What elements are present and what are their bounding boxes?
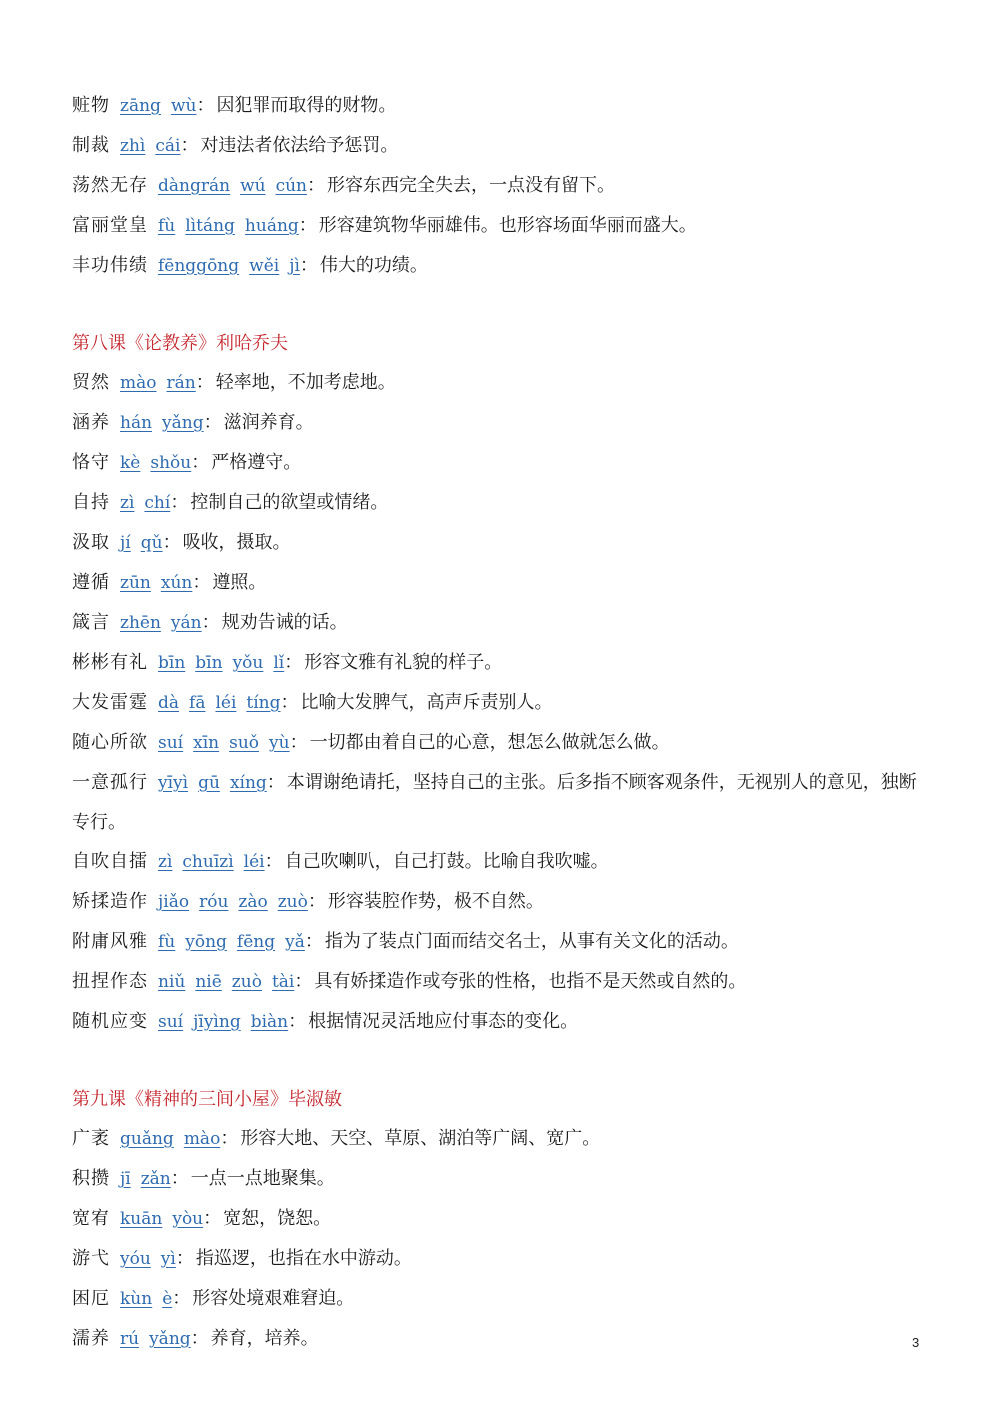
vocab-definition: 严格遵守。: [211, 452, 302, 473]
vocab-pinyin: zhì: [120, 136, 146, 156]
vocab-pinyin: suí: [158, 1012, 184, 1032]
vocab-word: 自吹自擂: [72, 851, 148, 872]
vocab-pinyin: gū: [198, 773, 220, 793]
vocab-definition: 控制自己的欲望或情绪。: [190, 492, 389, 513]
vocab-entry: 游弋 yóu yì： 指巡逻，也指在水中游动。: [72, 1248, 412, 1269]
vocab-definition: 一点一点地聚集。: [190, 1168, 335, 1189]
vocab-pinyin: rú: [120, 1329, 140, 1349]
vocab-pinyin: hán: [120, 413, 153, 433]
vocab-definition: 轻率地，不加考虑地。: [215, 372, 396, 393]
vocab-word: 扭捏作态: [72, 971, 148, 992]
vocab-pinyin: lìtáng: [185, 216, 235, 236]
vocab-word: 富丽堂皇: [72, 215, 148, 236]
vocab-entry: 荡然无存 dàngrán wú cún： 形容东西完全失去，一点没有留下。: [72, 175, 615, 196]
vocab-pinyin: mào: [120, 373, 157, 393]
vocab-entry: 赃物 zāng wù： 因犯罪而取得的财物。: [72, 95, 397, 116]
vocab-pinyin: wěi: [249, 256, 280, 276]
vocab-definition: 比喻大发脾气，高声斥责别人。: [300, 692, 553, 713]
vocab-pinyin: yīyì: [158, 773, 189, 793]
vocab-pinyin: yù: [269, 733, 290, 753]
vocab-word: 附庸风雅: [72, 931, 148, 952]
vocab-pinyin: suí: [158, 733, 184, 753]
vocab-definition: 自己吹喇叭，自己打鼓。比喻自我吹嘘。: [284, 851, 609, 872]
vocab-pinyin: fēnggōng: [158, 256, 240, 276]
vocab-pinyin: zǎn: [140, 1169, 171, 1189]
lesson-heading-9: 第九课《精神的三间小屋》毕淑敏: [72, 1089, 342, 1110]
vocab-pinyin: xíng: [229, 773, 267, 793]
vocab-word: 汲取: [72, 532, 110, 553]
vocab-entry: 制裁 zhì cái： 对违法者依法给予惩罚。: [72, 135, 399, 156]
vocab-pinyin: bīn: [195, 653, 223, 673]
vocab-entry: 矫揉造作 jiǎo róu zào zuò： 形容装腔作势，极不自然。: [72, 891, 544, 912]
vocab-pinyin: cái: [155, 136, 181, 156]
vocab-pinyin: zūn: [120, 573, 151, 593]
vocab-word: 困厄: [72, 1288, 110, 1309]
vocab-definition: 形容装腔作势，极不自然。: [327, 891, 544, 912]
vocab-pinyin: biàn: [250, 1012, 289, 1032]
vocab-word: 积攒: [72, 1168, 110, 1189]
vocab-pinyin: zhēn: [120, 613, 161, 633]
page-number: 3: [912, 1335, 920, 1350]
vocab-pinyin: xún: [160, 573, 193, 593]
vocab-pinyin: mào: [183, 1129, 221, 1149]
vocab-pinyin: yóu: [120, 1249, 151, 1269]
vocab-entry: 扭捏作态 niǔ niē zuò tài： 具有娇揉造作或夸张的性格，也指不是天然或自然的。: [72, 971, 747, 992]
vocab-pinyin: cún: [275, 176, 307, 196]
vocab-entry: 贸然 mào rán： 轻率地，不加考虑地。: [72, 372, 396, 393]
vocab-pinyin: jí: [120, 533, 131, 553]
vocab-entry: 随机应变 suí jīyìng biàn： 根据情况灵活地应付事态的变化。: [72, 1011, 579, 1032]
vocab-pinyin: niē: [195, 972, 222, 992]
vocab-pinyin: fēng: [236, 932, 276, 952]
vocab-pinyin: chuīzì: [182, 852, 234, 872]
vocab-word: 广袤: [72, 1128, 110, 1149]
vocab-definition: 宽恕，饶恕。: [223, 1208, 332, 1229]
vocab-word: 一意孤行: [72, 772, 148, 793]
vocab-entry: 广袤 guǎng mào： 形容大地、天空、草原、湖泊等广阔、宽广。: [72, 1128, 601, 1149]
vocab-pinyin: kuān: [120, 1209, 163, 1229]
vocab-pinyin: zào: [238, 892, 268, 912]
vocab-entry: 箴言 zhēn yán： 规劝告诫的话。: [72, 612, 348, 633]
vocab-definition: 吸收，摄取。: [182, 532, 291, 553]
vocab-pinyin: jī: [120, 1169, 131, 1189]
vocab-entry: 濡养 rú yǎng： 养育，培养。: [72, 1328, 319, 1349]
vocab-pinyin: róu: [199, 892, 229, 912]
vocab-entry: 自吹自擂 zì chuīzì léi： 自己吹喇叭，自己打鼓。比喻自我吹嘘。: [72, 851, 609, 872]
vocab-pinyin: dà: [158, 693, 180, 713]
vocab-pinyin: kè: [120, 453, 141, 473]
vocab-word: 大发雷霆: [72, 692, 148, 713]
vocab-list-top: [72, 86, 932, 286]
vocab-pinyin: yōng: [185, 932, 227, 952]
vocab-pinyin: zì: [120, 493, 135, 513]
vocab-pinyin: yán: [170, 613, 202, 633]
vocab-pinyin: wú: [240, 176, 266, 196]
vocab-definition: 一切都由着自己的心意，想怎么做就怎么做。: [309, 732, 670, 753]
vocab-pinyin: lǐ: [273, 653, 285, 673]
vocab-word: 箴言: [72, 612, 110, 633]
vocab-definition: 遵照。: [212, 572, 267, 593]
lesson-heading-8: 第八课《论教养》利哈乔夫: [72, 333, 288, 354]
vocab-pinyin: shǒu: [150, 453, 192, 473]
vocab-pinyin: zuò: [277, 892, 308, 912]
vocab-entry: 宽宥 kuān yòu： 宽恕，饶恕。: [72, 1208, 332, 1229]
vocab-pinyin: qǔ: [140, 533, 163, 553]
vocab-pinyin: fù: [158, 216, 176, 236]
vocab-definition: 形容大地、天空、草原、湖泊等广阔、宽广。: [240, 1128, 601, 1149]
vocab-pinyin: yǎ: [285, 932, 305, 952]
vocab-word: 随心所欲: [72, 732, 148, 753]
vocab-pinyin: guǎng: [120, 1129, 174, 1149]
vocab-pinyin: huáng: [244, 216, 299, 236]
vocab-pinyin: yì: [160, 1249, 176, 1269]
vocab-word: 涵养: [72, 412, 110, 433]
vocab-entry: 积攒 jī zǎn： 一点一点地聚集。: [72, 1168, 335, 1189]
vocab-word: 制裁: [72, 135, 110, 156]
vocab-entry: 大发雷霆 dà fā léi tíng： 比喻大发脾气，高声斥责别人。: [72, 692, 553, 713]
vocab-definition: 规劝告诫的话。: [221, 612, 348, 633]
document-page: [72, 86, 932, 1359]
vocab-definition: 具有娇揉造作或夸张的性格，也指不是天然或自然的。: [314, 971, 747, 992]
vocab-definition: 形容建筑物华丽雄伟。也形容场面华丽而盛大。: [318, 215, 697, 236]
vocab-pinyin: léi: [215, 693, 237, 713]
vocab-word: 游弋: [72, 1248, 110, 1269]
vocab-pinyin: zāng: [120, 96, 161, 116]
vocab-definition: 形容文雅有礼貌的样子。: [304, 652, 503, 673]
vocab-word: 丰功伟绩: [72, 255, 148, 276]
vocab-definition: 养育，培养。: [210, 1328, 319, 1349]
vocab-definition: 滋润养育。: [223, 412, 314, 433]
vocab-pinyin: yǒu: [232, 653, 264, 673]
vocab-entry: 丰功伟绩 fēnggōng wěi jì： 伟大的功绩。: [72, 255, 428, 276]
vocab-definition: 本谓谢绝请托，坚持自己的主张。后多指不顾客观条件，无视别人的意见，独断专行。: [72, 772, 917, 833]
vocab-word: 恪守: [72, 452, 110, 473]
vocab-pinyin: tài: [271, 972, 295, 992]
vocab-definition: 指巡逻，也指在水中游动。: [195, 1248, 412, 1269]
vocab-word: 濡养: [72, 1328, 110, 1349]
vocab-pinyin: fā: [189, 693, 206, 713]
vocab-pinyin: jì: [289, 256, 300, 276]
vocab-pinyin: fù: [158, 932, 176, 952]
vocab-word: 矫揉造作: [72, 891, 148, 912]
vocab-pinyin: zì: [158, 852, 173, 872]
vocab-pinyin: yǎng: [149, 1329, 191, 1349]
vocab-pinyin: bīn: [158, 653, 186, 673]
vocab-word: 赃物: [72, 95, 110, 116]
vocab-definition: 形容处境艰难窘迫。: [192, 1288, 355, 1309]
vocab-pinyin: chí: [144, 493, 171, 513]
vocab-pinyin: léi: [243, 852, 265, 872]
vocab-pinyin: wù: [170, 96, 197, 116]
vocab-entry: 一意孤行 yīyì gū xíng： 本谓谢绝请托，坚持自己的主张。后多指不顾客观条件，无视别人的意见，独断专行。: [72, 772, 917, 833]
vocab-entry: 附庸风雅 fù yōng fēng yǎ： 指为了装点门面而结交名士，从事有关文化的活动。: [72, 931, 739, 952]
vocab-entry: 涵养 hán yǎng： 滋润养育。: [72, 412, 314, 433]
vocab-pinyin: tíng: [246, 693, 281, 713]
vocab-entry: 遵循 zūn xún： 遵照。: [72, 572, 267, 593]
vocab-definition: 伟大的功绩。: [319, 255, 428, 276]
vocab-pinyin: yòu: [172, 1209, 204, 1229]
vocab-word: 自持: [72, 492, 110, 513]
vocab-entry: 彬彬有礼 bīn bīn yǒu lǐ： 形容文雅有礼貌的样子。: [72, 652, 503, 673]
vocab-pinyin: suǒ: [229, 733, 260, 753]
vocab-word: 遵循: [72, 572, 110, 593]
vocab-entry: 恪守 kè shǒu： 严格遵守。: [72, 452, 302, 473]
vocab-entry: 困厄 kùn è： 形容处境艰难窘迫。: [72, 1288, 355, 1309]
vocab-entry: 自持 zì chí： 控制自己的欲望或情绪。: [72, 492, 389, 513]
vocab-pinyin: è: [162, 1289, 173, 1309]
vocab-word: 随机应变: [72, 1011, 148, 1032]
vocab-definition: 因犯罪而取得的财物。: [216, 95, 397, 116]
vocab-pinyin: niǔ: [158, 972, 186, 992]
vocab-pinyin: rán: [166, 373, 196, 393]
vocab-pinyin: yǎng: [162, 413, 204, 433]
vocab-word: 贸然: [72, 372, 110, 393]
vocab-word: 宽宥: [72, 1208, 110, 1229]
vocab-definition: 根据情况灵活地应付事态的变化。: [308, 1011, 579, 1032]
vocab-entry: 汲取 jí qǔ： 吸收，摄取。: [72, 532, 291, 553]
vocab-definition: 对违法者依法给予惩罚。: [200, 135, 399, 156]
vocab-list-lesson-9: [72, 1119, 932, 1359]
vocab-entry: 富丽堂皇 fù lìtáng huáng： 形容建筑物华丽雄伟。也形容场面华丽而盛大。: [72, 215, 697, 236]
vocab-pinyin: kùn: [120, 1289, 153, 1309]
vocab-pinyin: jīyìng: [193, 1012, 241, 1032]
vocab-pinyin: dàngrán: [158, 176, 231, 196]
vocab-pinyin: zuò: [231, 972, 262, 992]
vocab-definition: 指为了装点门面而结交名士，从事有关文化的活动。: [324, 931, 739, 952]
vocab-list-lesson-8: [72, 363, 932, 1042]
vocab-pinyin: jiǎo: [158, 892, 190, 912]
vocab-definition: 形容东西完全失去，一点没有留下。: [326, 175, 615, 196]
vocab-word: 荡然无存: [72, 175, 148, 196]
vocab-word: 彬彬有礼: [72, 652, 148, 673]
vocab-entry: 随心所欲 suí xīn suǒ yù： 一切都由着自己的心意，想怎么做就怎么做。: [72, 732, 670, 753]
vocab-pinyin: xīn: [193, 733, 220, 753]
